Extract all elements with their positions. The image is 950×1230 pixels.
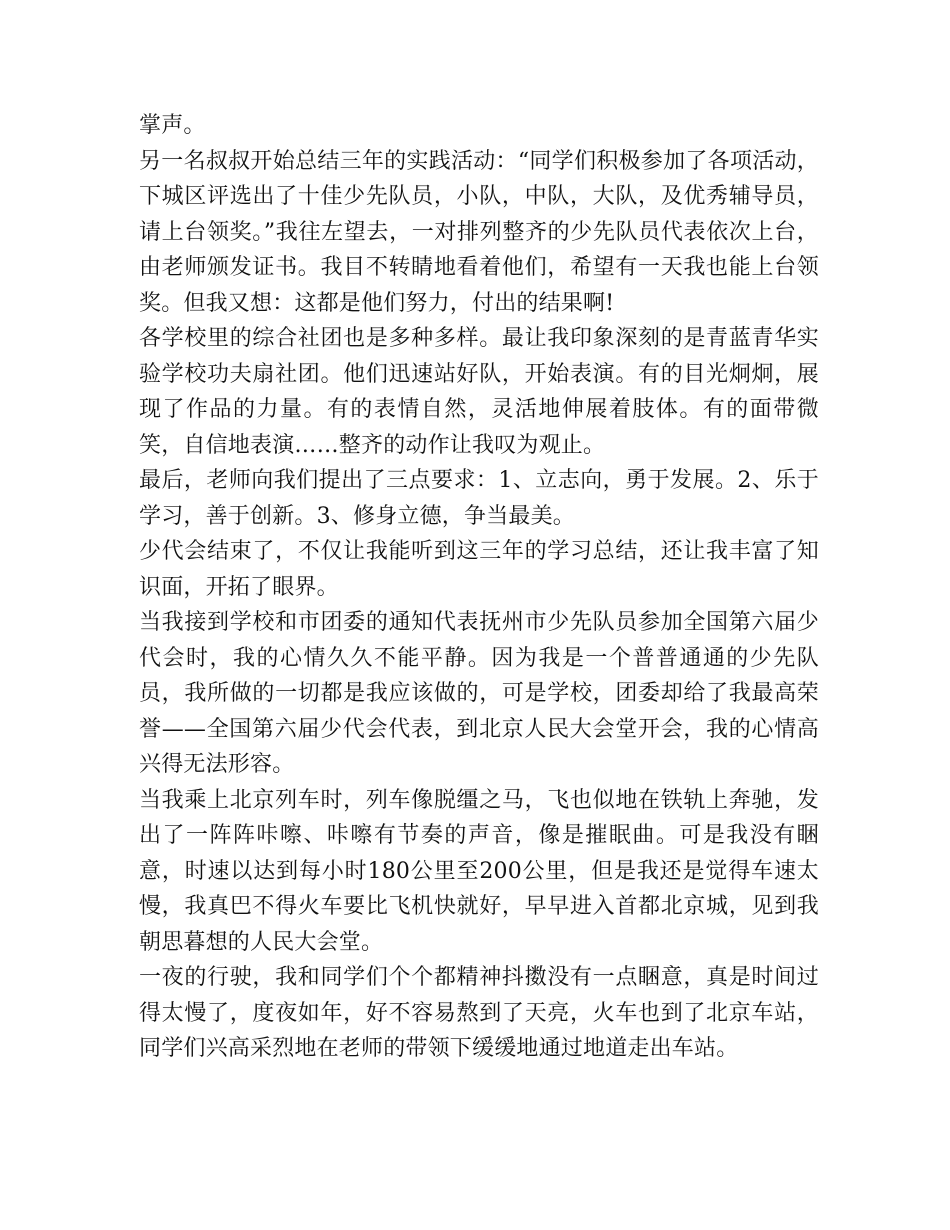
paragraph-clubs: 各学校里的综合社团也是多种多样。最让我印象深刻的是青蓝青华实验学校功夫扇社团。他们迅速站好队，开始表演。有的目光炯炯，展现了作品的力量。有的表情自然，灵活地伸展着肢体。有的面带微笑，自信地表演……整齐的动作让我叹为观止。 [139,326,819,458]
paragraph-train: 当我乘上北京列车时，列车像脱缰之马，飞也似地在铁轨上奔驰，发出了一阵阵咔嚓、咔嚓有节奏的声音，像是摧眠曲。可是我没有睏意，时速以达到每小时180公里至200公里，但是我还是觉得车速太慢，我真巴不得火车要比飞机快就好，早早进入首都北京城，见到我朝思暮想的人民大会堂。 [139,787,819,955]
paragraph-requirements: 最后，老师向我们提出了三点要求：1、立志向，勇于发展。2、乐于学习，善于创新。3、修身立德，争当最美。 [139,468,819,529]
paragraph-applause: 掌声。 [139,113,206,138]
paragraph-practice-summary: 另一名叔叔开始总结三年的实践活动：“同学们积极参加了各项活动，下城区评选出了十佳少先队员，小队，中队，大队，及优秀辅导员，请上台领奖。”我往左望去，一对排列整齐的少先队员代表依次上台，由老师颁发证书。我目不转睛地看着他们，希望有一天我也能上台领奖。但我又想：这都是他们努力，付出的结果啊! [139,148,819,316]
paragraph-conclusion: 少代会结束了，不仅让我能听到这三年的学习总结，还让我丰富了知识面，开拓了眼界。 [139,539,819,600]
document-page [139,108,819,1067]
paragraph-arrival: 一夜的行驶，我和同学们个个都精神抖擞没有一点睏意，真是时间过得太慢了，度夜如年，好不容易熬到了天亮，火车也到了北京车站，同学们兴高采烈地在老师的带领下缓缓地通过地道走出车站。 [139,965,819,1061]
paragraph-notification: 当我接到学校和市团委的通知代表抚州市少先队员参加全国第六届少代会时，我的心情久久不能平静。因为我是一个普普通通的少先队员，我所做的一切都是我应该做的，可是学校，团委却给了我最高荣誉——全国第六届少代会代表，到北京人民大会堂开会，我的心情高兴得无法形容。 [139,610,819,777]
